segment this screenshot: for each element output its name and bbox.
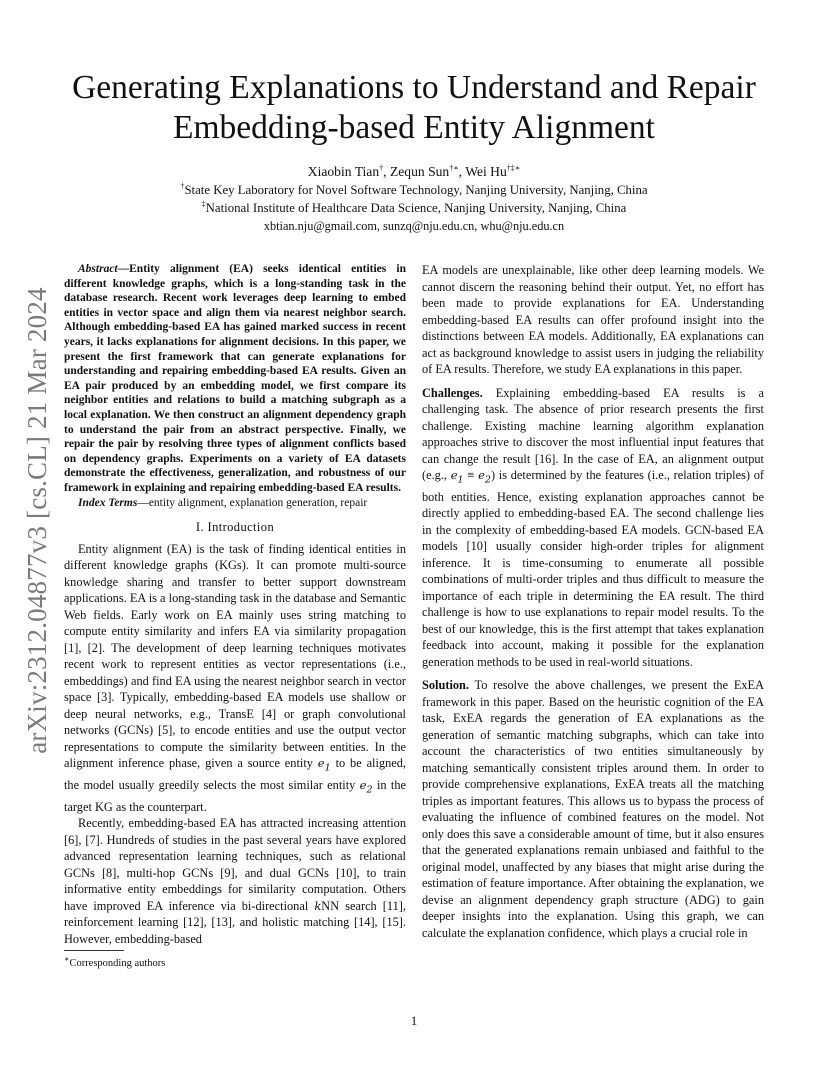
right-column (422, 262, 764, 941)
affiliation-mark: † (180, 181, 185, 191)
author-name: Zequn Sun (389, 164, 450, 179)
author-name: Wei Hu (465, 164, 507, 179)
footnote-mark: ∗ (64, 954, 70, 964)
intro-paragraph: Recently, embedding-based EA has attracted increasing attention [6], [7]. Hundreds of studies in the past several years have explored advanced representation learning techniques, such as relational GCNs [8], multi-hop GCNs [9], and dual GCNs [10], to train informative entity embeddings for similarity computation. Others have improved EA inference via bi-directional kNN search [11], reinforcement learning [12], [13], and holistic matching [14], [15]. However, embedding-based (64, 816, 406, 946)
author-emails: xbtian.nju@gmail.com, sunzq@nju.edu.cn, whu@nju.edu.cn (263, 219, 565, 233)
solution-label: Solution. (422, 678, 469, 693)
abstract-label: Abstract (78, 263, 118, 275)
author-marks: †‡∗ (506, 163, 521, 173)
math-e1: $e_1$ (450, 468, 464, 486)
author-names: Xiaobin Tian†, Zequn Sun†∗, Wei Hu†‡∗ (307, 163, 521, 179)
author-marks: † (379, 163, 384, 173)
math-e1: $e_1$ (317, 756, 331, 774)
intro-paragraph: EA models are unexplainable, like other deep learning models. We cannot discern the reasoning behind their output. Yet, no effort has been made to provide explanations for EA. Understanding embedding-based EA results can offer profound insight into the distinctions between EA models. Additionally, EA explanations can act as background knowledge to assist users in judging the reliability of EA results. Therefore, we study EA explanations in this paper. (422, 263, 764, 376)
affiliation: ‡National Institute of Healthcare Data Science, Nanjing University, Nanjing, China (201, 199, 627, 215)
page-number: 1 (410, 1013, 418, 1028)
math-k: k (314, 898, 322, 913)
abstract-text: —Entity alignment (EA) seeks identical entities in different knowledge graphs, which is a long-standing task in the database research. Recent work leverages deep learning to embed entities in vector space and align them via nearest neighbor search. Although embedding-based EA has gained marked success in recent years, it lacks explanations for alignment decisions. In this paper, we present the first framework that can generate explanations for understanding and repairing embedding-based EA results. Given an EA pair produced by an embedding model, we first compare its neighbor entities and relations to build a matching subgraph as a local explanation. We then construct an alignment dependency graph to understand the pair from an abstract perspective. Finally, we repair the pair by resolving three types of alignment conflicts based on dependency graphs. Experiments on a variety of EA datasets demonstrate the effectiveness, generalization, and robustness of our framework in explaining and repairing embedding-based EA results. (64, 263, 406, 494)
author-block (60, 163, 768, 235)
author-name: Xiaobin Tian (307, 164, 380, 179)
index-terms (64, 496, 406, 511)
section-heading: I. Introduction (195, 520, 275, 535)
arxiv-sidebar (12, 280, 62, 760)
math-e2: $e_2$ (478, 468, 491, 486)
left-column (64, 262, 406, 947)
author-marks: †∗ (449, 163, 459, 173)
index-terms-text: —entity alignment, explanation generation, repair (137, 496, 368, 509)
index-terms-label: Index Terms (78, 496, 138, 509)
affiliation: †State Key Laboratory for Novel Software Technology, Nanjing University, Nanjing, China (180, 181, 648, 197)
footnote (64, 954, 406, 969)
challenges-label: Challenges. (422, 385, 483, 400)
math-equiv: ≡ (463, 468, 479, 482)
footnote-rule (64, 950, 124, 951)
paper-title: Generating Explanations to Understand and Repair Embedding-based Entity Alignment (72, 69, 756, 146)
math-e2: $e_2$ (359, 777, 373, 796)
abstract (64, 262, 406, 496)
affiliation-mark: ‡ (201, 199, 206, 209)
intro-paragraph: Entity alignment (EA) is the task of finding identical entities in different knowledge graphs (KGs). It can promote multi-source knowledge sharing and transfer to better support downstream applications. EA is a long-standing task in the database and Semantic Web fields. Early work on EA mainly uses string matching to compute entity similarity and infers EA via similarity propagation [1], [2]. The development of deep learning techniques motivates recent work to represent entities as vector representations (i.e., embeddings) and find EA using the nearest neighbor search in vector space [3]. Typically, embedding-based EA models use shallow or deep neural networks, e.g., TransE [4] or graph convolutional networks (GCNs) [5], to encode entities and use the output vector representations to compute the similarity between entities. In the alignment inference phase, given a source entity $e_1$ to be aligned, the model usually greedily selects the most similar entity $e_2$ in the target KG as the counterpart. (64, 541, 406, 814)
arxiv-identifier: arXiv:2312.04877v3 [cs.CL] 21 Mar 2024 (21, 286, 52, 754)
challenges-paragraph: Challenges. Explaining embedding-based EA results is a challenging task. The absence of prior research presents the first challenge. Existing machine learning algorithm explanation approaches strive to discover the most influential input features that can change the result [16]. In the case of EA, an alignment output (e.g., $e_1 \equiv e_2$) is determined by the features (i.e., relation triples) of both entities. Hence, existing explanation approaches cannot be directly applied to embedding-based EA. The second challenge lies in the complexity of embedding-based EA models. GCN-based EA models [10] usually consider high-order triples for alignment inference. It is time-consuming to enumerate all possible combinations of multi-order triples and thus difficult to measure the importance of each triple in determining the EA result. The third challenge is how to use explanations to repair model results. To the best of our knowledge, this is the first attempt that takes explanation feedback into account, making it possible for the explanation generation methods to be used in real-world situations. (422, 385, 764, 669)
solution-paragraph: Solution. To resolve the above challenges, we present the ExEA framework in this paper. Based on the heuristic cognition of the EA task, ExEA regards the generation of EA explanations as the generation of semantic matching subgraphs, which can take into account the characteristics of two entities simultaneously by matching semantically consistent triples around them. In order to provide comprehensive explanations, ExEA treats all the matching triples as important features. This allows us to bypass the process of evaluating the influence of combined features on the model. Not only does this save a considerable amount of time, but it also ensures that the generated explanations remain unbiased and faithful to the original model, unaffected by any biases that might arise during the estimation of feature importance. After obtaining the explanation, we devise an alignment dependency graph structure (ADG) to gain deeper insights into the explanation. Using this graph, we can calculate the explanation confidence, which plays a crucial role in (422, 678, 764, 940)
footnote-text: Corresponding authors (69, 958, 166, 969)
